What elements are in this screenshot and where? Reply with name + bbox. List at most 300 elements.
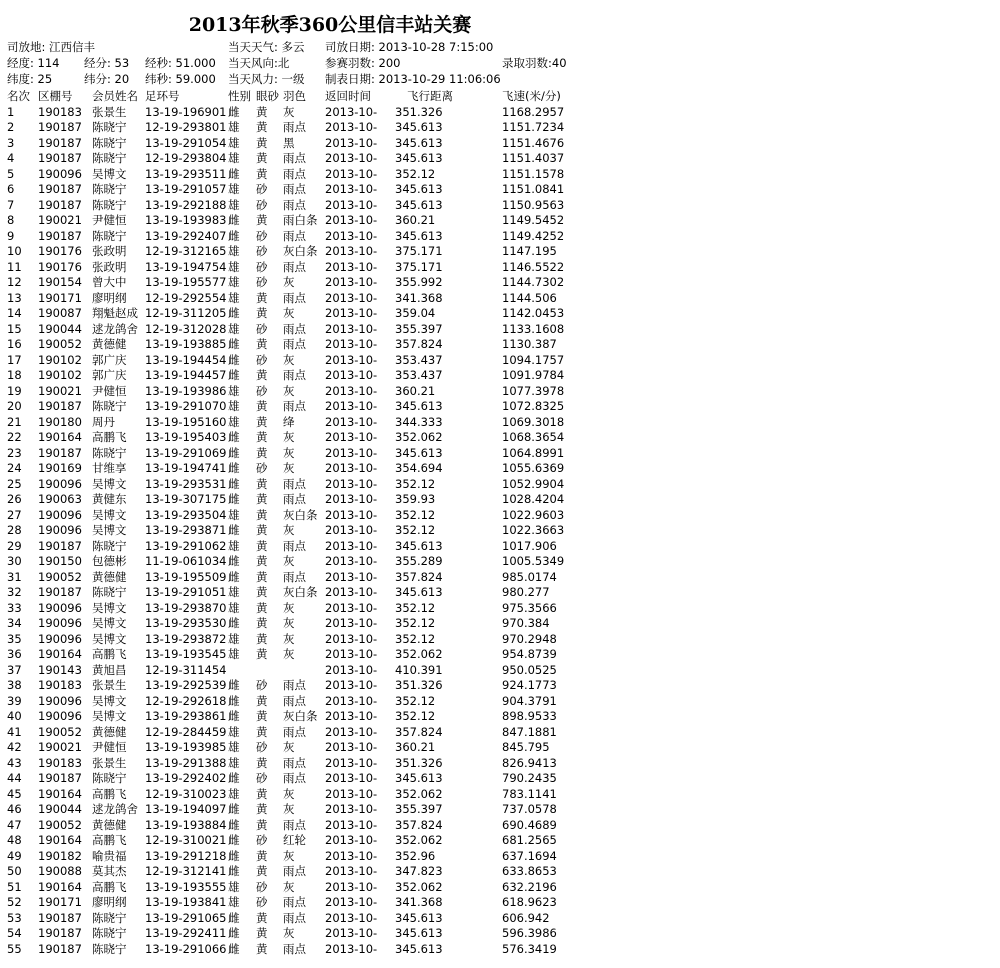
cell-distance: 352.12 (395, 709, 436, 723)
cell-ring: 13-19-193885 (145, 337, 227, 351)
cell-speed: 1151.1578 (502, 166, 565, 181)
cell-speed: 970.2948 (502, 631, 557, 646)
cell-sex: 雌 (228, 476, 240, 491)
cell-eye: 砂 (256, 182, 268, 196)
cell-distance: 360.21 (395, 213, 436, 227)
cell-ring: 13-19-291062 (145, 538, 227, 553)
cell-rank: 35 (7, 631, 22, 646)
cell-ring: 13-19-293531 (145, 476, 227, 491)
cell-ring: 13-19-291051 (145, 585, 227, 599)
cell-member: 陈晓宁 (92, 585, 127, 599)
page-title: 2013年秋季360公里信丰站关赛 (188, 14, 472, 36)
cell-pen: 190052 (38, 817, 82, 832)
cell-color: 灰 (283, 631, 295, 646)
cell-rank: 42 (7, 740, 22, 754)
cell-sex: 雄 (228, 755, 240, 770)
cell-member: 喻贵福 (92, 848, 127, 863)
cell-member: 高鹏飞 (92, 879, 127, 894)
cell-sex: 雄 (228, 631, 240, 646)
cell-pen: 190164 (38, 833, 82, 847)
cell-member: 陈晓宁 (92, 926, 127, 940)
cell-sex: 雌 (228, 802, 240, 816)
cell-eye: 砂 (256, 895, 268, 909)
cell-speed: 596.3986 (502, 926, 557, 940)
cell-return-time: 2013-10- (325, 631, 378, 646)
cell-return-time: 2013-10- (325, 740, 378, 754)
cell-color: 灰 (283, 802, 295, 816)
cell-eye: 黄 (256, 135, 268, 150)
cell-pen: 190187 (38, 135, 82, 150)
cell-speed: 632.2196 (502, 879, 557, 894)
cell-eye: 黄 (256, 213, 268, 227)
cell-color: 灰 (283, 275, 295, 289)
cell-sex: 雄 (228, 399, 240, 413)
cell-color: 黑 (283, 135, 295, 150)
cell-ring: 13-19-292411 (145, 926, 227, 940)
cell-color: 雨点 (283, 290, 306, 305)
cell-member: 吴博文 (92, 709, 127, 723)
cell-pen: 190187 (38, 926, 82, 940)
cell-ring: 13-19-293872 (145, 631, 227, 646)
cell-ring: 12-19-292554 (145, 290, 227, 305)
cell-distance: 341.368 (395, 290, 443, 305)
cell-member: 吴博文 (92, 476, 127, 491)
cell-sex: 雌 (228, 352, 240, 367)
cell-distance: 353.437 (395, 368, 443, 382)
cell-sex: 雄 (228, 290, 240, 305)
cell-member: 陈晓宁 (92, 941, 127, 956)
cell-color: 灰 (283, 523, 295, 537)
cell-pen: 190044 (38, 321, 82, 336)
cell-pen: 190154 (38, 275, 82, 289)
cell-distance: 352.062 (395, 879, 443, 894)
cell-sex: 雌 (228, 693, 240, 708)
cell-pen: 190102 (38, 352, 82, 367)
cell-pen: 190044 (38, 802, 82, 816)
cell-pen: 190087 (38, 306, 82, 320)
cell-color: 灰 (283, 926, 295, 940)
cell-sex: 雄 (228, 879, 240, 894)
cell-rank: 8 (7, 213, 15, 227)
cell-ring: 13-19-194097 (145, 802, 227, 816)
cell-sex: 雌 (228, 833, 240, 847)
cell-member: 吴博文 (92, 523, 127, 537)
cell-rank: 46 (7, 802, 22, 816)
cell-return-time: 2013-10- (325, 600, 378, 615)
cell-pen: 190176 (38, 259, 82, 274)
cell-sex: 雌 (228, 817, 240, 832)
cell-sex: 雌 (228, 678, 240, 692)
cell-eye: 砂 (256, 678, 268, 692)
cell-member: 张政明 (92, 259, 127, 274)
cell-rank: 32 (7, 585, 22, 599)
cell-member: 尹健恒 (92, 383, 127, 398)
weather: 当天天气: 多云 (228, 40, 305, 54)
cell-member: 陈晓宁 (92, 182, 127, 196)
cell-pen: 190187 (38, 445, 82, 460)
cell-sex: 雌 (228, 445, 240, 460)
cell-color: 雨点 (283, 755, 306, 770)
cell-ring: 13-19-292539 (145, 678, 227, 692)
cell-member: 郭广庆 (92, 368, 127, 382)
cell-eye: 黄 (256, 724, 268, 739)
cell-rank: 2 (7, 120, 15, 134)
cell-eye: 黄 (256, 585, 268, 599)
cell-color: 雨点 (283, 197, 306, 212)
cell-speed: 1151.4037 (502, 151, 565, 165)
cell-eye: 黄 (256, 941, 268, 956)
cell-distance: 352.062 (395, 833, 443, 847)
cell-sex: 雄 (228, 600, 240, 615)
cell-pen: 190096 (38, 693, 82, 708)
cell-distance: 360.21 (395, 740, 436, 754)
cell-speed: 1133.1608 (502, 321, 565, 336)
cell-speed: 1149.4252 (502, 228, 565, 243)
cell-sex: 雄 (228, 895, 240, 909)
cell-ring: 12-19-312165 (145, 244, 227, 258)
header-pen: 区棚号 (38, 89, 73, 103)
cell-sex: 雌 (228, 306, 240, 320)
cell-ring: 12-19-292618 (145, 693, 227, 708)
cell-speed: 1149.5452 (502, 213, 565, 227)
cell-speed: 737.0578 (502, 802, 557, 816)
cell-speed: 1130.387 (502, 337, 557, 351)
cell-distance: 352.12 (395, 476, 436, 491)
cell-eye: 黄 (256, 492, 268, 506)
cell-speed: 1151.4676 (502, 135, 565, 150)
cell-ring: 13-19-293861 (145, 709, 227, 723)
cell-member: 廖明纲 (92, 895, 127, 909)
cell-return-time: 2013-10- (325, 414, 378, 429)
cell-ring: 13-19-293870 (145, 600, 227, 615)
cell-member: 包德彬 (92, 554, 127, 568)
cell-pen: 190187 (38, 771, 82, 785)
cell-speed: 826.9413 (502, 755, 557, 770)
cell-pen: 190183 (38, 104, 82, 119)
cell-sex: 雌 (228, 430, 240, 444)
cell-ring: 13-19-291065 (145, 910, 227, 925)
cell-distance: 351.326 (395, 104, 443, 119)
cell-color: 灰 (283, 616, 295, 630)
cell-member: 吴博文 (92, 616, 127, 630)
cell-distance: 375.171 (395, 259, 443, 274)
cell-distance: 345.613 (395, 182, 443, 196)
cell-ring: 13-19-291388 (145, 755, 227, 770)
cell-speed: 690.4689 (502, 817, 557, 832)
latitude-sec: 纬秒: 59.000 (145, 72, 216, 86)
release-location: 司放地: 江西信丰 (7, 40, 96, 54)
cell-speed: 1077.3978 (502, 383, 565, 398)
cell-sex: 雌 (228, 166, 240, 181)
cell-sex: 雄 (228, 182, 240, 196)
cell-ring: 13-19-291054 (145, 135, 227, 150)
cell-sex: 雄 (228, 585, 240, 599)
cell-member: 高鹏飞 (92, 647, 127, 661)
cell-pen: 190052 (38, 337, 82, 351)
cell-sex: 雌 (228, 910, 240, 925)
cell-sex: 雌 (228, 771, 240, 785)
cell-distance: 352.12 (395, 616, 436, 630)
cell-sex: 雌 (228, 848, 240, 863)
cell-rank: 52 (7, 895, 22, 909)
cell-sex: 雌 (228, 337, 240, 351)
cell-ring: 12-19-293801 (145, 120, 227, 134)
cell-return-time: 2013-10- (325, 368, 378, 382)
cell-rank: 5 (7, 166, 15, 181)
cell-return-time: 2013-10- (325, 507, 378, 522)
cell-distance: 345.613 (395, 120, 443, 134)
cell-color: 灰 (283, 104, 295, 119)
cell-member: 陈晓宁 (92, 910, 127, 925)
header-member: 会员姓名 (92, 89, 138, 103)
cell-distance: 345.613 (395, 135, 443, 150)
release-date: 司放日期: 2013-10-28 7:15:00 (325, 40, 494, 54)
cell-rank: 40 (7, 709, 22, 723)
admitted-count: 录取羽数:40 (502, 56, 567, 70)
cell-ring: 13-19-292188 (145, 197, 227, 212)
cell-ring: 13-19-292407 (145, 228, 227, 243)
info-line-3 (7, 72, 647, 87)
cell-return-time: 2013-10- (325, 647, 378, 661)
latitude-min: 纬分: 20 (84, 72, 130, 86)
cell-color: 红轮 (283, 833, 306, 847)
cell-eye: 黄 (256, 290, 268, 305)
cell-color: 雨点 (283, 337, 306, 351)
cell-speed: 633.8653 (502, 864, 557, 878)
cell-sex: 雄 (228, 383, 240, 398)
cell-sex: 雌 (228, 941, 240, 956)
cell-eye: 砂 (256, 383, 268, 398)
cell-sex: 雌 (228, 368, 240, 382)
cell-distance: 355.289 (395, 554, 443, 568)
cell-distance: 353.437 (395, 352, 443, 367)
cell-rank: 17 (7, 352, 22, 367)
cell-member: 廖明纲 (92, 290, 127, 305)
cell-rank: 36 (7, 647, 22, 661)
info-line-1 (7, 40, 647, 55)
cell-distance: 345.613 (395, 399, 443, 413)
cell-speed: 1147.195 (502, 244, 557, 258)
cell-color: 灰白条 (283, 585, 318, 599)
cell-eye: 砂 (256, 275, 268, 289)
cell-return-time: 2013-10- (325, 275, 378, 289)
cell-member: 陈晓宁 (92, 135, 127, 150)
cell-eye: 黄 (256, 476, 268, 491)
cell-eye: 黄 (256, 600, 268, 615)
cell-return-time: 2013-10- (325, 926, 378, 940)
cell-distance: 352.062 (395, 430, 443, 444)
cell-color: 雨点 (283, 864, 306, 878)
cell-rank: 51 (7, 879, 22, 894)
cell-rank: 24 (7, 461, 22, 475)
cell-return-time: 2013-10- (325, 104, 378, 119)
cell-rank: 12 (7, 275, 22, 289)
cell-rank: 47 (7, 817, 22, 832)
cell-ring: 13-19-293530 (145, 616, 227, 630)
cell-speed: 681.2565 (502, 833, 557, 847)
cell-distance: 354.694 (395, 461, 443, 475)
cell-pen: 190169 (38, 461, 82, 475)
cell-ring: 13-19-193841 (145, 895, 227, 909)
cell-rank: 18 (7, 368, 22, 382)
cell-ring: 13-19-194754 (145, 259, 227, 274)
cell-pen: 190096 (38, 507, 82, 522)
table-date: 制表日期: 2013-10-29 11:06:06 (325, 72, 501, 86)
longitude-sec: 经秒: 51.000 (145, 56, 216, 70)
cell-color: 雨点 (283, 538, 306, 553)
cell-color: 灰 (283, 647, 295, 661)
cell-member: 吴博文 (92, 507, 127, 522)
cell-color: 灰 (283, 383, 295, 398)
cell-speed: 980.277 (502, 585, 550, 599)
cell-rank: 44 (7, 771, 22, 785)
cell-speed: 1022.3663 (502, 523, 565, 537)
cell-speed: 1144.506 (502, 290, 557, 305)
cell-color: 雨点 (283, 399, 306, 413)
cell-speed: 1069.3018 (502, 414, 565, 429)
cell-speed: 1168.2957 (502, 104, 565, 119)
cell-color: 雨点 (283, 941, 306, 956)
cell-ring: 12-19-311454 (145, 662, 227, 677)
cell-member: 黄德健 (92, 569, 127, 584)
cell-distance: 345.613 (395, 445, 443, 460)
cell-distance: 345.613 (395, 197, 443, 212)
cell-rank: 39 (7, 693, 22, 708)
cell-member: 黄旭昌 (92, 662, 127, 677)
cell-pen: 190021 (38, 213, 82, 227)
cell-member: 尹健恒 (92, 740, 127, 754)
cell-eye: 黄 (256, 647, 268, 661)
cell-distance: 345.613 (395, 771, 443, 785)
cell-return-time: 2013-10- (325, 197, 378, 212)
cell-sex: 雄 (228, 647, 240, 661)
cell-member: 高鹏飞 (92, 430, 127, 444)
cell-return-time: 2013-10- (325, 616, 378, 630)
cell-rank: 4 (7, 151, 15, 165)
cell-distance: 345.613 (395, 926, 443, 940)
cell-pen: 190187 (38, 910, 82, 925)
cell-pen: 190063 (38, 492, 82, 506)
cell-distance: 345.613 (395, 585, 443, 599)
cell-speed: 975.3566 (502, 600, 557, 615)
cell-return-time: 2013-10- (325, 848, 378, 863)
cell-speed: 1151.0841 (502, 182, 565, 196)
cell-return-time: 2013-10- (325, 585, 378, 599)
cell-eye: 砂 (256, 244, 268, 258)
cell-color: 灰 (283, 879, 295, 894)
cell-sex: 雌 (228, 569, 240, 584)
cell-pen: 190096 (38, 709, 82, 723)
cell-ring: 13-19-195403 (145, 430, 227, 444)
header-eye: 眼砂 (256, 89, 279, 103)
cell-member: 甘维享 (92, 461, 127, 475)
cell-rank: 10 (7, 244, 22, 258)
cell-color: 雨点 (283, 476, 306, 491)
entry-count: 参赛羽数: 200 (325, 56, 401, 70)
cell-distance: 352.12 (395, 600, 436, 615)
cell-speed: 1017.906 (502, 538, 557, 553)
wind-force: 当天风力: 一级 (228, 72, 305, 86)
cell-pen: 190021 (38, 383, 82, 398)
cell-ring: 12-19-284459 (145, 724, 227, 739)
cell-pen: 190096 (38, 616, 82, 630)
cell-distance: 345.613 (395, 538, 443, 553)
cell-eye: 砂 (256, 259, 268, 274)
cell-sex: 雌 (228, 926, 240, 940)
cell-distance: 351.326 (395, 755, 443, 770)
cell-speed: 618.9623 (502, 895, 557, 909)
cell-color: 灰 (283, 445, 295, 460)
cell-rank: 15 (7, 321, 22, 336)
cell-eye: 砂 (256, 771, 268, 785)
cell-return-time: 2013-10- (325, 445, 378, 460)
cell-speed: 790.2435 (502, 771, 557, 785)
cell-pen: 190187 (38, 151, 82, 165)
cell-sex: 雄 (228, 259, 240, 274)
cell-rank: 19 (7, 383, 22, 398)
cell-member: 郭广庆 (92, 352, 127, 367)
cell-speed: 1142.0453 (502, 306, 565, 320)
cell-member: 陈晓宁 (92, 228, 127, 243)
cell-pen: 190164 (38, 786, 82, 801)
cell-pen: 190171 (38, 290, 82, 305)
cell-eye: 黄 (256, 848, 268, 863)
cell-sex: 雄 (228, 740, 240, 754)
cell-color: 雨点 (283, 492, 306, 506)
cell-distance: 357.824 (395, 337, 443, 351)
cell-speed: 1022.9603 (502, 507, 565, 522)
cell-eye: 黄 (256, 306, 268, 320)
cell-rank: 54 (7, 926, 22, 940)
cell-speed: 950.0525 (502, 662, 557, 677)
cell-color: 雨点 (283, 228, 306, 243)
cell-rank: 30 (7, 554, 22, 568)
cell-return-time: 2013-10- (325, 771, 378, 785)
cell-pen: 190096 (38, 166, 82, 181)
cell-speed: 1068.3654 (502, 430, 565, 444)
header-speed: 飞速(米/分) (502, 89, 561, 103)
cell-distance: 345.613 (395, 151, 443, 165)
cell-member: 陈晓宁 (92, 151, 127, 165)
cell-speed: 1072.8325 (502, 399, 565, 413)
cell-pen: 190180 (38, 414, 82, 429)
cell-eye: 黄 (256, 631, 268, 646)
cell-eye: 黄 (256, 786, 268, 801)
cell-eye: 黄 (256, 120, 268, 134)
cell-color: 雨白条 (283, 213, 318, 227)
cell-eye: 黄 (256, 693, 268, 708)
cell-eye: 黄 (256, 414, 268, 429)
cell-rank: 53 (7, 910, 22, 925)
cell-member: 陈晓宁 (92, 771, 127, 785)
cell-speed: 904.3791 (502, 693, 557, 708)
cell-color: 雨点 (283, 368, 306, 382)
cell-sex: 雄 (228, 275, 240, 289)
cell-return-time: 2013-10- (325, 523, 378, 537)
cell-return-time: 2013-10- (325, 259, 378, 274)
cell-member: 陈晓宁 (92, 197, 127, 212)
cell-pen: 190187 (38, 197, 82, 212)
cell-ring: 13-19-291066 (145, 941, 227, 956)
cell-return-time: 2013-10- (325, 538, 378, 553)
cell-ring: 13-19-193555 (145, 879, 227, 894)
header-color: 羽色 (283, 89, 306, 103)
cell-speed: 924.1773 (502, 678, 557, 692)
cell-color: 雨点 (283, 166, 306, 181)
cell-sex: 雄 (228, 151, 240, 165)
cell-distance: 352.12 (395, 693, 436, 708)
cell-color: 灰 (283, 786, 295, 801)
